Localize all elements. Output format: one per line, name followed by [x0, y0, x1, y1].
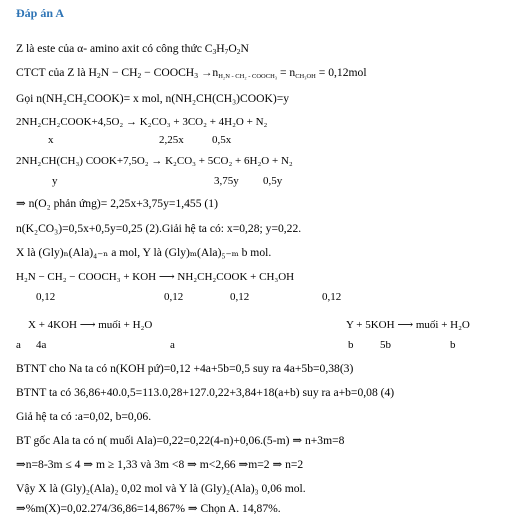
line-structure: CTCT của Z là $H_2N - CH_2$ − $COOCH_3 \to n_{H_2N - CH_2 - COOCH_3} = n_{CH_3OH} = 0,12mol$ [16, 66, 367, 80]
value: a [170, 339, 175, 351]
value: 0,12 [230, 291, 250, 303]
value: x [48, 134, 54, 146]
equation-ala-combustion: 2NH₂CH(CH₃) COOK+7,5O₂ → K₂CO₃ + 5CO₂ + 6H₂O + N₂ [16, 155, 293, 167]
line-n-m-solution: ⇒n=8-3m ≤ 4 ⇒ m ≥ 1,33 và 3m <8 ⇒ m<2,66 ⇒m=2 ⇒ n=2 [16, 458, 304, 471]
equation-y-koh: Y + 5KOH ⟶ muối + H₂O [346, 319, 470, 331]
line-btnt-na: BTNT cho Na ta có n(KOH pứ)=0,12 +4a+5b=0,5 suy ra 4a+5b=0,38(3) [16, 362, 354, 375]
line-final-answer: ⇒%m(X)=0,02.274/36,86=14,867% ⇒ Chọn A. 14,87%. [16, 502, 281, 515]
value: b [348, 339, 354, 351]
line-solve: Giả hệ ta có :a=0,02, b=0,06. [16, 410, 152, 423]
value: 0,12 [322, 291, 342, 303]
line-conclusion: Vậy X là (Gly)₂(Ala)₂ 0,02 mol và Y là (Gly)₂(Ala)₃ 0,06 mol. [16, 482, 306, 495]
value: 4a [36, 339, 47, 351]
equation-gly-values [16, 133, 496, 147]
value: 0,12 [36, 291, 56, 303]
line-z-ester: Z là este của α- amino axit có công thức $C_3H_7O_2N$ [16, 42, 249, 56]
value: y [52, 175, 58, 187]
equation-peptide-hydrolysis [16, 318, 506, 332]
equation-gly-combustion: 2NH₂CH₂COOK+4,5O₂ → K₂CO₃ + 3CO₂ + 4H₂O + N₂ [16, 116, 268, 128]
line-o2-equation: ⇒ n(O₂ phản ứng)= 2,25x+3,75y=1,455 (1) [16, 197, 218, 210]
value: 3,75y [214, 175, 239, 187]
value: 0,5x [212, 134, 232, 146]
answer-title: Đáp án A [16, 6, 65, 20]
value: a [16, 339, 21, 351]
equation-ester-values [16, 290, 496, 304]
line-define-xy: Gọi n(NH₂CH₂COOK)= x mol, n(NH₂CH(CH₃)COOK)=y [16, 92, 290, 105]
value: 5b [380, 339, 391, 351]
value: 2,25x [159, 134, 184, 146]
value: 0,5y [263, 175, 283, 187]
value: b [450, 339, 456, 351]
equation-ester-koh: H₂N − CH₂ − COOCH₃ + KOH ⟶ NH₂CH₂COOK + CH₃OH [16, 271, 295, 283]
equation-x-koh: X + 4KOH ⟶ muối + H₂O [28, 319, 153, 331]
line-k2co3-equation: n(K₂CO₃)=0,5x+0,5y=0,25 (2).Giải hệ ta có: x=0,28; y=0,22. [16, 222, 302, 235]
value: 0,12 [164, 291, 184, 303]
equation-peptide-values [16, 338, 506, 352]
equation-ala-values [16, 174, 496, 188]
line-peptide-definition: X là (Gly)ₙ(Ala)₄₋ₙ a mol, Y là (Gly)ₘ(Ala)₅₋ₘ b mol. [16, 246, 272, 259]
line-btnt-mass: BTNT ta có 36,86+40.0,5=113.0,28+127.0,22+3,84+18(a+b) suy ra a+b=0,08 (4) [16, 386, 395, 399]
line-ala-balance: BT gốc Ala ta có n( muối Ala)=0,22=0,22(4-n)+0,06.(5-m) ⇒ n+3m=8 [16, 434, 345, 447]
